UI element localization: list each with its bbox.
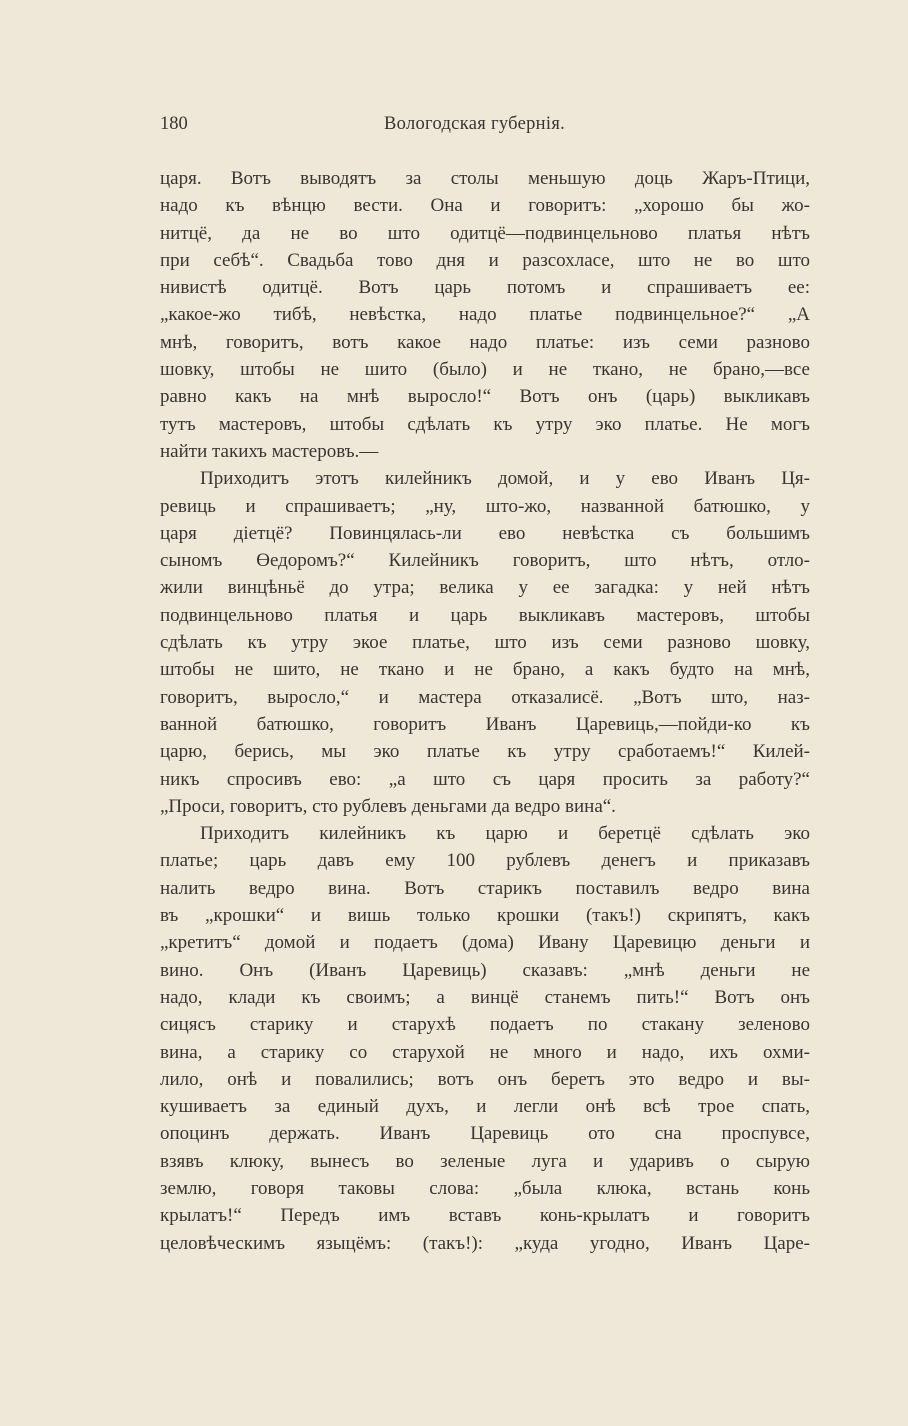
- page-body-text: [160, 165, 810, 1257]
- paragraph-first-line: Приходитъ этотъ килейникъ домой, и у ево Иванъ Ця-: [200, 468, 810, 490]
- running-title: Вологодская губернія.: [384, 114, 566, 134]
- text-line: царя. Вотъ выводятъ за столы меньшую доць Жаръ-Птици,: [160, 168, 810, 189]
- text-line: мнѣ, говоритъ, вотъ какое надо платье: изъ семи разново: [160, 331, 810, 353]
- text-line: царю, берись, мы эко платье къ утру сработаемъ!“ Килей-: [160, 741, 810, 763]
- text-line: „Проси, говоритъ, сто рублевъ деньгами да ведро вина“.: [160, 795, 616, 817]
- text-line: ревиць и спрашиваетъ; „ну, што-жо, названной батюшко, у: [160, 495, 810, 517]
- text-line: надо къ вѣнцю вести. Она и говоритъ: „хорошо бы жо-: [160, 195, 810, 217]
- text-line: нитцё, да не во што одитцё—подвинцельново платья нѣтъ: [160, 222, 810, 244]
- text-line: ванной батюшко, говоритъ Иванъ Царевиць,—пойди-ко къ: [160, 713, 810, 735]
- text-line: взявъ клюку, вынесъ во зеленые луга и ударивъ о сырую: [160, 1150, 810, 1172]
- text-line: нивистѣ одитцё. Вотъ царь потомъ и спрашиваетъ ее:: [160, 277, 810, 299]
- text-line: надо, клади къ своимъ; а винцё станемъ пить!“ Вотъ онъ: [160, 986, 810, 1008]
- text-line: землю, говоря таковы слова: „была клюка, встань конь: [160, 1177, 810, 1199]
- text-line: подвинцельново платья и царь выкликавъ мастеровъ, штобы: [160, 604, 810, 626]
- text-line: царя діетцё? Повинцялась-ли ево невѣстка съ большимъ: [160, 522, 810, 544]
- text-line: целовѣческимъ языцёмъ: (такъ!): „куда угодно, Иванъ Царе-: [160, 1232, 810, 1254]
- text-line: никъ спросивъ ево: „а што съ царя просить за работу?“: [160, 768, 810, 790]
- text-line: вина, а старику со старухой не много и надо, ихъ охми-: [160, 1041, 810, 1063]
- text-line: въ „крошки“ и вишь только крошки (такъ!) скрипятъ, какъ: [160, 905, 810, 927]
- text-line: равно какъ на мнѣ выросло!“ Вотъ онъ (царь) выкликавъ: [160, 386, 810, 408]
- text-line: налить ведро вина. Вотъ старикъ поставилъ ведро вина: [160, 877, 810, 899]
- text-line: „какое-жо тибѣ, невѣстка, надо платье подвинцельное?“ „А: [160, 304, 810, 326]
- text-line: сицясъ старику и старухѣ подаетъ по стакану зеленово: [160, 1014, 810, 1036]
- text-line: лило, онѣ и повалились; вотъ онъ беретъ это ведро и вы-: [160, 1068, 810, 1090]
- text-line: крылатъ!“ Передъ имъ вставъ конь-крылатъ и говоритъ: [160, 1205, 810, 1227]
- text-line: тутъ мастеровъ, штобы сдѣлать къ утру эко платье. Не могъ: [160, 413, 810, 435]
- page-header: [160, 114, 810, 142]
- paragraph-first-line: Приходитъ килейникъ къ царю и беретцё сдѣлать эко: [200, 823, 810, 845]
- text-line: вино. Онъ (Иванъ Царевиць) сказавъ: „мнѣ деньги не: [160, 959, 810, 981]
- text-line: сыномъ Өедоромъ?“ Килейникъ говоритъ, што нѣтъ, отло-: [160, 550, 810, 572]
- text-line: кушиваетъ за единый духъ, и легли онѣ всѣ трое спать,: [160, 1096, 810, 1118]
- text-line: платье; царь давъ ему 100 рублевъ денегъ и приказавъ: [160, 850, 810, 872]
- page-number: 180: [160, 114, 188, 134]
- text-line: сдѣлать къ утру экое платье, што изъ семи разново шовку,: [160, 632, 810, 654]
- text-line: опоцинъ держать. Иванъ Царевиць ото сна проспувсе,: [160, 1123, 810, 1145]
- text-line: найти такихъ мастеровъ.—: [160, 440, 379, 462]
- text-line: при себѣ“. Свадьба тово дня и разсохласе, што не во што: [160, 249, 810, 271]
- text-line: шовку, штобы не шито (было) и не ткано, не брано,—все: [160, 359, 810, 381]
- text-line: штобы не шито, не ткано и не брано, а какъ будто на мнѣ,: [160, 659, 810, 681]
- text-line: „кретитъ“ домой и подаетъ (дома) Ивану Царевицю деньги и: [160, 932, 810, 954]
- text-line: говоритъ, выросло,“ и мастера отказалисё. „Вотъ што, наз-: [160, 686, 810, 708]
- text-line: жили винцѣньё до утра; велика у ее загадка: у ней нѣтъ: [160, 577, 810, 599]
